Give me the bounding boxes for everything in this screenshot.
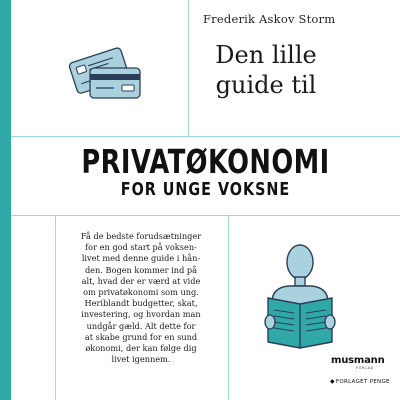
- blurb-line: alt, hvad der er værd at vide: [81, 275, 201, 286]
- publisher-name: FORLAGET PENGE: [335, 379, 390, 385]
- blurb-line: investering, og hvordan man: [81, 309, 201, 320]
- blurb-line: økonomi, der kan følge dig: [85, 343, 197, 354]
- credit-cards-icon: [66, 40, 146, 104]
- blurb-line: Få de bedste forudsætninger: [80, 231, 202, 241]
- blurb-line: Heriblandt budgetter, skat,: [84, 298, 198, 309]
- blurb-line: den. Bogen kommer ind på: [84, 264, 198, 275]
- diamond-icon: ◆: [330, 378, 335, 385]
- divider-line: [11, 215, 400, 216]
- divider-line: [11, 136, 400, 137]
- person-reading-book-icon: [262, 240, 338, 350]
- author-name: Frederik Askov Storm: [203, 12, 336, 26]
- blurb-line: for en god start på voksen-: [85, 242, 197, 253]
- accent-stripe: [0, 0, 11, 400]
- subtitle-line: guide til: [215, 71, 317, 99]
- book-title-sub: FOR UNGE VOKSNE: [120, 180, 291, 200]
- publisher-logo-2: [330, 378, 390, 385]
- publisher-logo: musmann: [331, 355, 385, 366]
- publisher-logo-sub: FORLAG: [356, 366, 374, 370]
- blurb-line: om privatøkonomi som ung.: [83, 287, 199, 298]
- blurb-line: undgår gæld. Alt dette for: [86, 320, 196, 331]
- subtitle-line: Den lille: [215, 41, 317, 69]
- blurb-line: livet igennem.: [111, 354, 171, 365]
- divider-line: [228, 216, 229, 400]
- divider-line: [188, 0, 189, 136]
- cover-subtitle: [196, 40, 336, 100]
- divider-line: [55, 216, 56, 400]
- cover-blurb: [68, 231, 214, 365]
- blurb-line: livet med denne guide i hån-: [81, 253, 201, 264]
- book-title: PRIVATØKONOMI: [81, 142, 330, 181]
- blurb-line: at skabe grund for en sund: [84, 331, 198, 342]
